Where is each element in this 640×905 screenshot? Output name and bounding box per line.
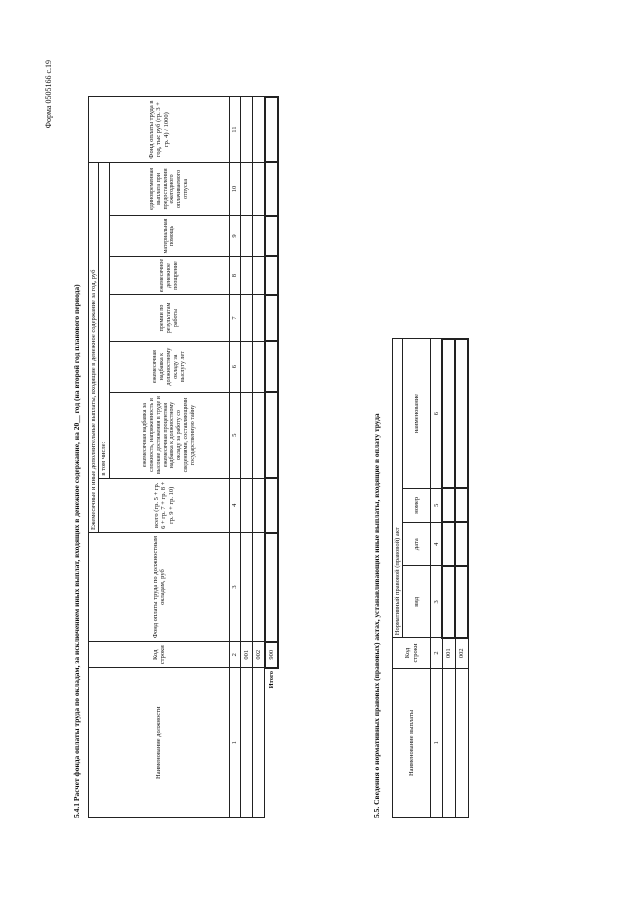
colnum-2: 2: [431, 637, 443, 668]
table-row: [442, 339, 455, 818]
header-col5: ежемесячная надбавка за сложность, напряженность и высокие достижения в труде и ежемесячная процентная надбавка к должностному окладу за работу со сведениями, составляющими государственную тайну: [109, 392, 229, 478]
colnum-6: 6: [431, 339, 443, 488]
colnum-8: 8: [229, 256, 240, 294]
table-row: [455, 339, 468, 818]
header-col9: материальная помощь: [109, 215, 229, 256]
cell-code: 001: [442, 637, 455, 668]
section-55-title: 5.5. Сведения о нормативных правовых (правовых) актах, устанавливающих иные выплаты, входящие в оплату труда: [372, 412, 381, 818]
header-fund-total: Фонд оплаты труда в год, тыс руб (гр. 3 + гр. 4) / 1000): [89, 97, 230, 162]
header-col10: единовременная выплата при предоставлении ежегодного оплачиваемого отпуска: [109, 162, 229, 215]
cell-code: 002: [252, 641, 265, 667]
header-fund-salary: Фонд оплаты труда по должностным окладам, руб: [89, 532, 230, 641]
header-vid: вид: [403, 565, 431, 637]
fund-salary-table: [88, 96, 279, 818]
header-act-group: Нормативный правовой (правовой) акт: [393, 339, 403, 638]
colnum-6: 6: [229, 341, 240, 392]
colnum-11: 11: [229, 97, 240, 162]
cell-name: [252, 667, 265, 817]
colnum-5: 5: [431, 488, 443, 522]
colnum-4: 4: [229, 478, 240, 532]
header-payment-name: Наименование выплаты: [393, 668, 431, 817]
colnum-5: 5: [229, 392, 240, 478]
total-code: 900: [265, 641, 278, 667]
colnum-1: 1: [229, 667, 240, 817]
section-541-title: 5.4.1 Расчет фонда оплаты труда по окладам, за исключением иных выплат, входящих в денежное содержание, на 20__ год (на второй год планового периода): [72, 283, 81, 818]
header-in-that-number: в том числе:: [99, 162, 109, 478]
colnum-1: 1: [431, 668, 443, 817]
colnum-3: 3: [431, 565, 443, 637]
colnum-3: 3: [229, 532, 240, 641]
header-total: всего (гр. 5 + гр. 6 + гр. 7 + гр. 8 + гр. 9 + гр. 10): [99, 478, 229, 532]
rotated-page: [20, 28, 620, 878]
header-col6: ежемесячная надбавка к должностному окладу за выслугу лет: [109, 341, 229, 392]
colnum-4: 4: [431, 522, 443, 566]
cell-code: 002: [455, 637, 468, 668]
header-name: Наименование должности: [89, 667, 230, 817]
total-label: Итого: [267, 670, 275, 688]
colnum-2: 2: [229, 641, 240, 667]
colnum-10: 10: [229, 162, 240, 215]
header-naimenovanie: наименование: [403, 339, 431, 488]
colnum-9: 9: [229, 215, 240, 256]
table-row: [252, 97, 265, 818]
header-number: номер: [403, 488, 431, 522]
header-date: дата: [403, 522, 431, 566]
header-col8: ежемесячное денежное поощрение: [109, 256, 229, 294]
cell-code: 001: [240, 641, 252, 667]
table-row: [240, 97, 252, 818]
colnum-7: 7: [229, 294, 240, 340]
total-row: [265, 97, 278, 818]
header-code: Код строки: [89, 641, 230, 667]
cell-name: [240, 667, 252, 817]
header-code: Код строки: [393, 637, 431, 668]
header-col7: премии по результатам работы: [109, 294, 229, 340]
form-id: Форма 0505166 с.19: [44, 59, 53, 128]
header-monthly-group: Ежемесячные и иные дополнительные выплаты, входящие в денежное содержание за год, руб: [89, 162, 99, 532]
acts-table: [392, 338, 469, 818]
